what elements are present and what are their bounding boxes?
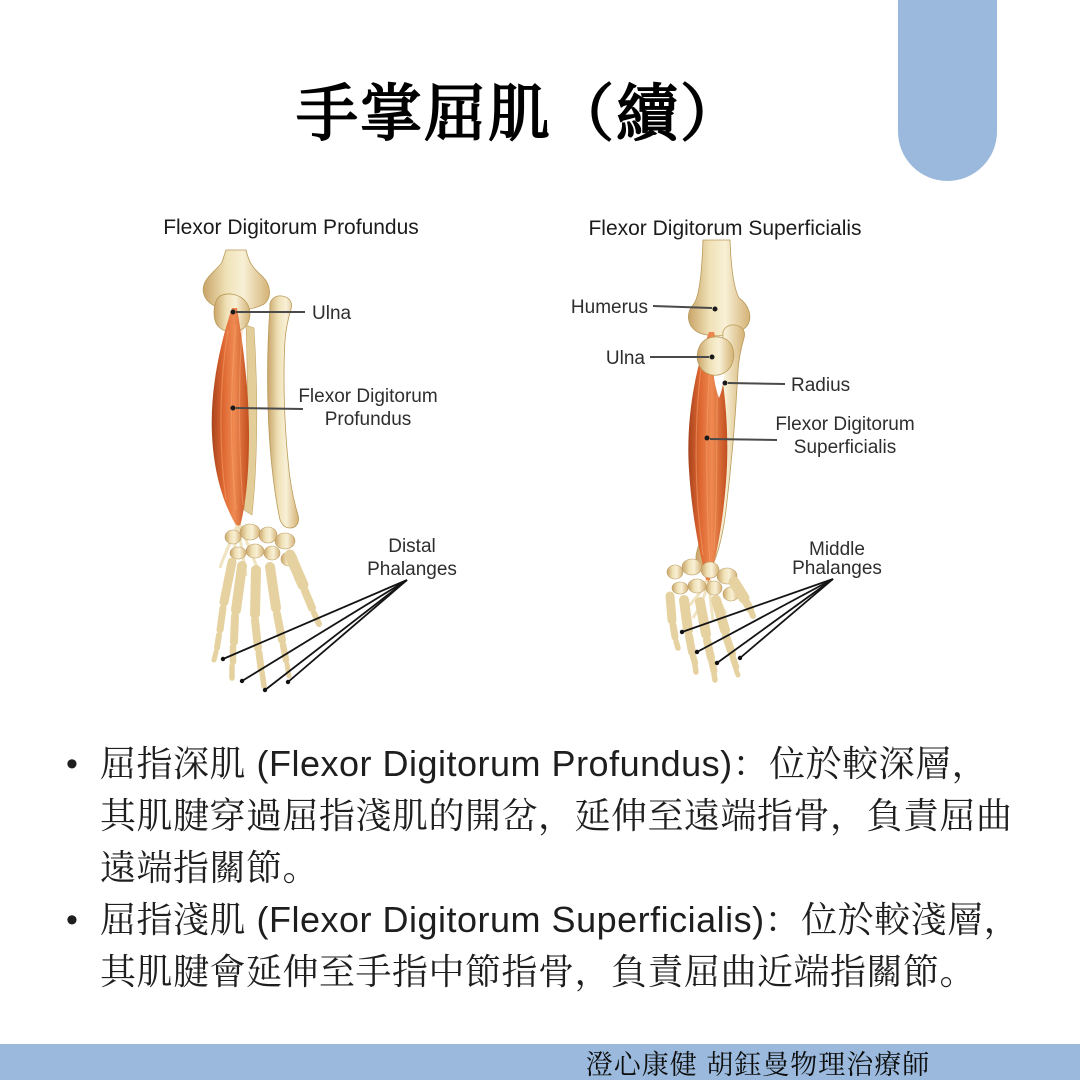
label-text: Humerus: [570, 297, 648, 318]
bullet-text-line: 遠端指關節。: [100, 847, 320, 888]
bone-segment: [236, 566, 242, 610]
carpal: [240, 524, 260, 540]
pointer-dot: [710, 355, 715, 360]
bone-segment: [259, 653, 261, 668]
label-text: Ulna: [312, 303, 352, 324]
bone-segment: [714, 674, 715, 680]
bone-segment: [305, 591, 312, 608]
finger-index: [270, 567, 289, 676]
pointer-line: [710, 439, 777, 440]
bone-segment: [700, 602, 706, 634]
bullet-marker: •: [66, 745, 78, 783]
fan-lines: [221, 580, 407, 692]
footer-credit: 澄心康健 胡鈺曼物理治療師: [585, 1049, 931, 1080]
bullet-text: [100, 738, 1013, 894]
pointer-dot: [263, 688, 267, 692]
pointer-dot: [680, 630, 684, 634]
bone-segment: [290, 555, 303, 585]
diagram-flexor-digitorum-profundus: [120, 210, 490, 710]
carpal: [688, 579, 706, 593]
footer-bar: [0, 1044, 1080, 1080]
bone-segment: [217, 635, 219, 648]
humerus-bone: [688, 240, 749, 336]
pointer-dot: [715, 661, 719, 665]
pointer-dot: [286, 680, 290, 684]
pointer-line: [728, 383, 785, 384]
pointer-dot: [231, 406, 236, 411]
bone-segment: [676, 641, 678, 648]
label-text: Flexor Digitorum: [298, 386, 438, 407]
pointer-line: [236, 408, 303, 409]
carpal: [275, 533, 295, 549]
bullet-list: [60, 738, 1050, 998]
bullet-item-superficialis: [60, 894, 1050, 998]
label-text: Ulna: [605, 348, 645, 369]
bone-segment: [716, 600, 725, 630]
pointer-dot: [738, 656, 742, 660]
bone-segment: [712, 662, 714, 671]
finger-index: [716, 600, 738, 675]
bullet-text-line: 其肌腱會延伸至手指中節指骨，負責屈曲近端指關節。: [100, 951, 977, 992]
bullet-text: [100, 894, 1020, 998]
bone-segment: [684, 600, 688, 630]
label-text: Radius: [791, 375, 851, 396]
bone-segment: [707, 640, 711, 658]
bone-segment: [262, 672, 264, 686]
diagram-flexor-digitorum-superficialis: [560, 210, 960, 710]
label-text: Phalanges: [792, 558, 882, 579]
carpal: [682, 559, 702, 575]
carpal: [667, 565, 683, 579]
page-title: 手掌屈肌（續）: [295, 80, 744, 149]
bone-segment: [670, 596, 672, 620]
carpal: [264, 546, 280, 560]
finger-pinky: [670, 596, 678, 648]
bone-segment: [283, 645, 286, 660]
bullet-text-line: 屈指淺肌 (Flexor Digitorum Superficialis)：位於較淺層，: [100, 899, 1021, 940]
bone-segment: [695, 666, 696, 672]
pointer-dot: [240, 679, 244, 683]
finger-pinky: [214, 562, 232, 660]
bone-segment: [726, 636, 732, 654]
bone-segment: [689, 636, 692, 652]
bone-segment: [751, 611, 753, 616]
bullet-text-line: 屈指深肌 (Flexor Digitorum Profundus)：位於較深層，: [100, 743, 989, 784]
bone-segment: [214, 652, 216, 660]
fan-line: [265, 580, 407, 690]
pointer-dot: [231, 310, 236, 315]
carpal: [225, 530, 241, 544]
bone-segment: [220, 608, 223, 630]
pointer-dot: [695, 650, 699, 654]
carpal: [259, 527, 277, 543]
carpal: [230, 547, 246, 559]
bone-segment: [736, 670, 738, 675]
pointer-dot: [723, 381, 728, 386]
carpal: [701, 562, 719, 578]
bone-segment: [693, 656, 695, 663]
figure-title: Flexor Digitorum Superficialis: [588, 217, 862, 240]
label-text: Superficialis: [793, 437, 897, 458]
label-text: Distal: [388, 536, 436, 557]
finger-ring: [232, 566, 242, 678]
bone-segment: [287, 664, 289, 676]
fan-line: [242, 580, 407, 681]
pointer-dot: [221, 657, 225, 661]
bone-segment: [270, 567, 276, 608]
bullet-item-profundus: [60, 738, 1050, 894]
label-muscle: [705, 414, 915, 458]
bone-segment: [673, 625, 675, 637]
pointer-dot: [705, 436, 710, 441]
bone-segment: [255, 570, 256, 614]
flexor-digitorum-profundus-muscle: [212, 308, 249, 530]
bullet-marker: •: [66, 901, 78, 939]
bone-segment: [224, 562, 232, 602]
label-muscle: [231, 386, 438, 430]
radius-bone: [268, 296, 299, 528]
bone-segment: [733, 658, 736, 667]
carpal: [246, 544, 264, 558]
carpal: [672, 582, 688, 594]
thumb: [290, 555, 319, 624]
bone-segment: [234, 616, 235, 642]
pointer-dot: [713, 307, 718, 312]
label-text: Middle: [809, 539, 865, 560]
finger-ring: [684, 600, 696, 672]
figure-title: Flexor Digitorum Profundus: [163, 216, 419, 239]
label-text: Profundus: [324, 409, 412, 430]
label-radius: [723, 375, 851, 396]
label-text: Phalanges: [367, 559, 457, 580]
bullet-text-line: 其肌腱穿過屈指淺肌的開岔，延伸至遠端指骨，負責屈曲: [100, 795, 1013, 836]
label-text: Flexor Digitorum: [775, 414, 915, 435]
carpal: [706, 581, 722, 595]
